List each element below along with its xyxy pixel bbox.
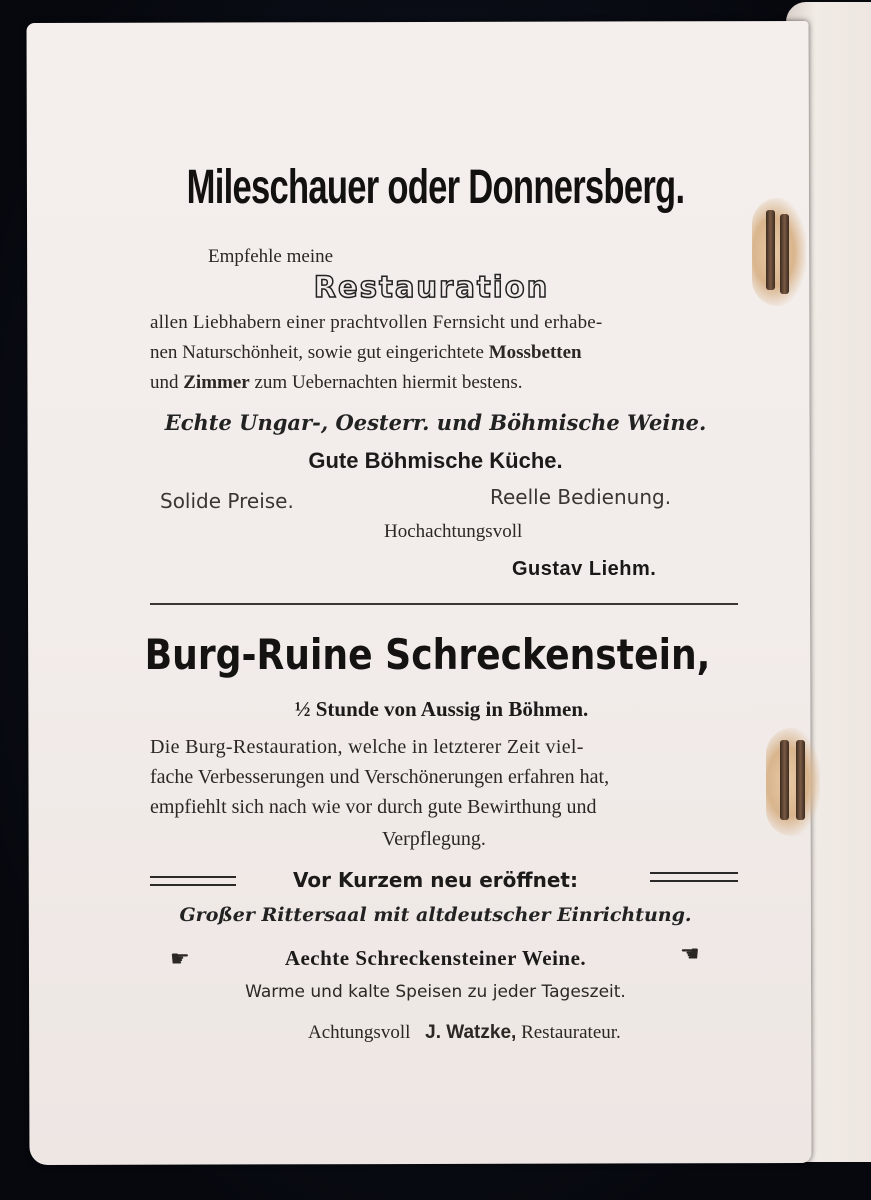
ad1-intro: Empfehle meine: [208, 246, 334, 267]
ad1-mossbetten: Mossbetten: [488, 342, 582, 363]
ad2-closing: [308, 1022, 621, 1044]
ad1-line3-post: zum Uebernachten hiermit bestens.: [249, 372, 523, 393]
ad2-hall: Großer Rittersaal mit altdeutscher Einrichtung.: [179, 904, 692, 926]
ad1-title: Mileschauer oder Donnersberg.: [186, 161, 685, 214]
ad2-subtitle: ½ Stunde von Aussig in Böhmen.: [294, 697, 589, 721]
ad1-zimmer: Zimmer: [183, 372, 250, 393]
ad1-wines: Echte Ungar-, Oesterr. und Böhmische Weine.: [164, 410, 707, 435]
ad1-line2: [150, 342, 582, 364]
ad2-title: Burg-Ruine Schreckenstein,: [144, 630, 711, 679]
ad1-line2-text: nen Naturschönheit, sowie gut eingerichtete: [150, 342, 489, 363]
staple-bottom: [766, 728, 820, 836]
ad2-food: Warme und kalte Speisen zu jeder Tageszeit.: [245, 982, 626, 1002]
ad2-role: Restaurateur.: [521, 1022, 621, 1043]
double-rule-right: [650, 872, 738, 882]
ad1-owner: Gustav Liehm.: [512, 558, 657, 580]
ad1-kitchen: Gute Böhmische Küche.: [308, 448, 563, 473]
ad1-prices: Solide Preise.: [160, 489, 294, 513]
ad1-line1: allen Liebhabern einer prachtvollen Fernsicht und erhabe-: [150, 312, 603, 333]
ad1-line3: [150, 372, 523, 394]
ad2-news: Vor Kurzem neu eröffnet:: [293, 868, 578, 892]
ad1-regards: Hochachtungsvoll: [384, 521, 523, 542]
ad2-owner: J. Watzke,: [425, 1022, 517, 1043]
ad1-service: Reelle Bedienung.: [490, 485, 672, 509]
pointing-hand-left-icon: ☚: [680, 941, 700, 966]
ad2-wines: Aechte Schreckensteiner Weine.: [284, 946, 587, 970]
ad2-para4: Verpflegung.: [382, 828, 486, 850]
ad2-regards: Achtungsvoll: [308, 1022, 411, 1043]
ad1-line3-pre: und: [150, 372, 184, 393]
ad2-para3: empfiehlt sich nach wie vor durch gute Bewirthung und: [150, 796, 597, 818]
ad2-para1: Die Burg-Restauration, welche in letzterer Zeit viel-: [150, 736, 584, 758]
ad2-para2: fache Verbesserungen und Verschönerungen erfahren hat,: [150, 766, 610, 788]
ad1-restauration: Restauration: [313, 270, 550, 304]
pointing-hand-right-icon: ☛: [170, 946, 190, 971]
section-divider: [150, 603, 738, 605]
